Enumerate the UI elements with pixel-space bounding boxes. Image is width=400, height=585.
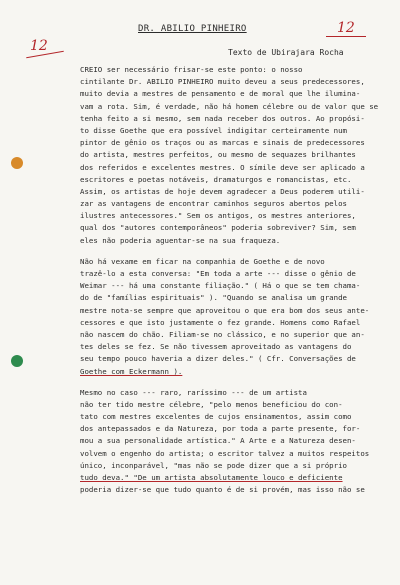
text-line: CREIO ser necessário frisar-se este ponto: o nosso	[80, 65, 303, 74]
text-line: do artista, mestres perfeitos, ou mesmo de sequazes brilhantes	[80, 150, 356, 160]
text-line: pintor de gênio os traços ou as marcas e sinais de predecessores	[80, 138, 365, 148]
text-line: tato com mestres excelentes de cujos ensinamentos, assim como	[80, 412, 352, 422]
text-line: do de "famílias espirituais" ). "Quando se analisa um grande	[80, 293, 347, 303]
text-line: não nascem do chão. Filiam-se no clássico, e no superior que an-	[80, 329, 365, 339]
text-line: tenha feito a si mesmo, sem nada receber dos outros. Ao propósi-	[80, 113, 365, 123]
text-line: escritores e poetas notáveis, dramaturgos e romancistas, etc.	[80, 174, 352, 184]
binder-hole-orange	[11, 157, 23, 169]
binder-hole-green	[11, 355, 23, 367]
text-line: zar as vantagens de encontrar caminhos seguros abertos pelos	[80, 199, 347, 209]
text-line: poderia dizer-se que tudo quanto é de si provém, mas isso não se	[80, 485, 365, 495]
page-number-right-underline	[326, 36, 366, 37]
text-line: trazê-lo a esta conversa: "Em toda a arte --- disse o gênio de	[80, 269, 356, 278]
text-line: ilustres antecessores." Sem os antigos, os mestres anteriores,	[80, 211, 356, 221]
text-line: dos referidos e excelentes mestres. O símile deve ser aplicado a	[80, 162, 365, 172]
text-line: mou a sua personalidade artística." A Arte e a Natureza desen-	[80, 436, 356, 446]
text-line: eles não poderia aguentar-se na sua fraqueza.	[80, 235, 281, 245]
text-line: cintilante Dr. ABILIO PINHEIRO muito deveu a seus predecessores,	[80, 77, 365, 87]
text-line: vam a rota. Sim, é verdade, não há homem célebre ou de valor que se	[80, 101, 379, 111]
document-body	[80, 64, 392, 496]
text-line: muito devia a mestres de pensamento e de moral que lhe ilumina-	[80, 89, 361, 99]
text-line: Weimar --- há uma constante filiação." ( Há o que se tem chama-	[80, 281, 361, 291]
text-line: dos antepassados e da Natureza, por toda a parte presente, for-	[80, 424, 361, 434]
document-byline: Texto de Ubirajara Rocha	[228, 48, 344, 57]
text-line: seu tempo pouco haveria a dizer deles." ( Cfr. Conversações de	[80, 354, 356, 364]
text-line: único, inconparável, "mas não se pode dizer que a si próprio	[80, 460, 347, 470]
text-line-underlined: Goethe com Eckermann ).	[80, 366, 183, 376]
text-line: mestre nota-se sempre que aproveitou o que era bom dos seus ante-	[80, 305, 370, 315]
page-number-left: 12	[30, 38, 48, 54]
text-line: Mesmo no caso --- raro, raríssimo --- de um artista	[80, 387, 307, 397]
text-line: não ter tido mestre célebre, "pelo menos beneficiou do con-	[80, 399, 343, 409]
text-line: to disse Goethe que era possível indigitar certeiramente num	[80, 125, 347, 135]
text-line: Assim, os artistas de hoje devem agradecer a Deus poderem utili-	[80, 186, 365, 196]
text-line: tes deles se fez. Se não tivessem aproveitado as vantagens do	[80, 342, 352, 352]
text-line: cessores e que isto justamente o fez grande. Homens como Rafael	[80, 317, 361, 327]
text-line: qual dos "autores contemporâneos" poderia sobreviver? Sim, sem	[80, 223, 356, 233]
text-line-underlined: tudo deva." "De um artista absolutamente louco e deficiente	[80, 473, 343, 482]
text-line: Não há vexame em ficar na companhia de Goethe e de novo	[80, 256, 325, 266]
page-number-right: 12	[337, 20, 355, 36]
document-title: DR. ABILIO PINHEIRO	[138, 24, 247, 34]
text-line: volvem o engenho do artista; o escritor talvez a muitos respeitos	[80, 448, 370, 458]
